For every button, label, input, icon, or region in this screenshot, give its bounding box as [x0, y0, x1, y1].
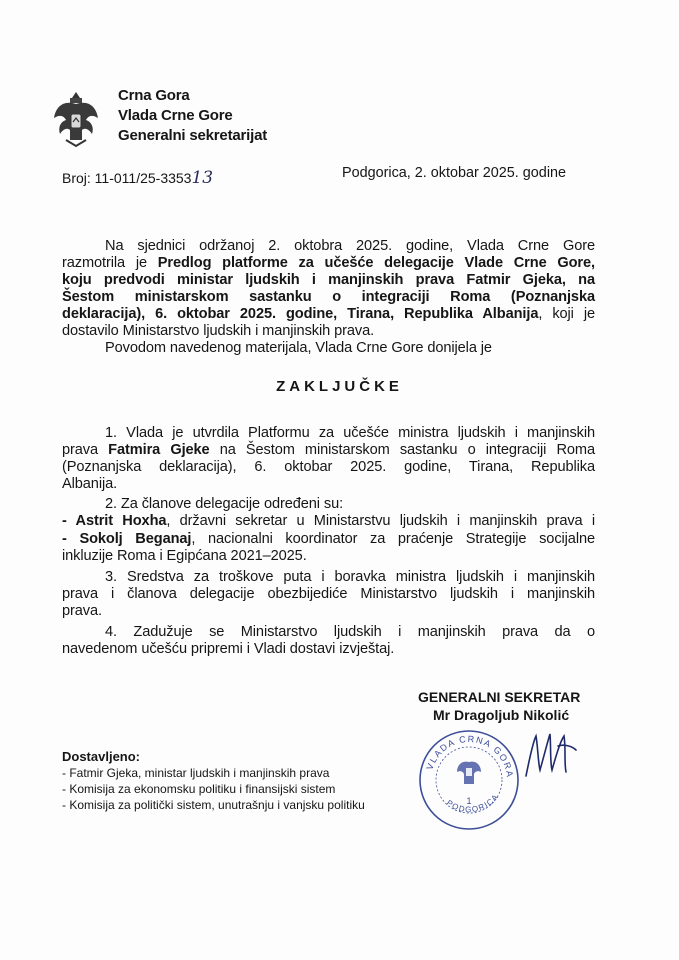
document-heading: ZAKLJUČKE	[276, 378, 403, 395]
handwritten-signature	[520, 726, 580, 786]
stamp-left-text: VLADA	[424, 737, 457, 772]
conclusion-1-line-4: Albanija.	[62, 476, 118, 492]
conclusion-4-line-1: 4. Zadužuje se Ministarstvo ljudskih i manjinskih prava da o	[105, 624, 595, 640]
conclusion-3-line-2: prava i članova delegacije obezbijediće Ministarstvo ljudskih i manjinskih	[62, 586, 595, 602]
conclusion-2-line-2: - Astrit Hoxha, državni sekretar u Ministarstvu ljudskih i manjinskih prava i	[62, 513, 595, 529]
conclusion-1-line-2: prava Fatmira Gjeke na Šestom ministarskom sastanku o integraciji Roma	[62, 442, 595, 458]
header-government: Vlada Crne Gore	[118, 107, 233, 124]
intro-line-6: dostavilo Ministarstvo ljudskih i manjinskih prava.	[62, 323, 375, 339]
intro-line-1: Na sjednici održanoj 2. oktobra 2025. godine, Vlada Crne Gore	[105, 238, 595, 254]
stamp-bottom-text: PODGORICA	[444, 792, 501, 815]
svg-text:PODGORICA	[445, 792, 501, 814]
intro-line-4: Šestom ministarskom sastanku o integraciji Roma (Poznanjska	[62, 289, 595, 305]
intro-line-3: koju predvodi ministar ljudskih i manjinskih prava Fatmir Gjeka, na	[62, 272, 595, 288]
intro-line-2: razmotrila je Predlog platforme za učešće delegacije Vlade Crne Gore,	[62, 255, 595, 271]
distribution-title: Dostavljeno:	[62, 749, 141, 764]
header-country: Crna Gora	[118, 87, 190, 104]
intro-line-5: deklaracija), 6. oktobar 2025. godine, Tirana, Republika Albanija, koji je	[62, 306, 595, 322]
header-office: Generalni sekretarijat	[118, 127, 268, 144]
conclusion-3-line-1: 3. Sredstva za troškove puta i boravka ministra ljudskih i manjinskih	[105, 569, 595, 585]
distribution-item: - Komisija za politički sistem, unutrašnju i vanjsku politiku	[62, 798, 365, 812]
conclusion-2-line-4: inkluzije Roma i Egipćana 2021–2025.	[62, 548, 307, 564]
conclusion-2-line-3: - Sokolj Beganaj, nacionalni koordinator za praćenje Strategije socijalne	[62, 531, 595, 547]
conclusion-3-line-3: prava.	[62, 603, 102, 619]
signatory-title: GENERALNI SEKRETAR	[418, 689, 581, 705]
place-date: Podgorica, 2. oktobar 2025. godine	[342, 165, 567, 181]
stamp-top-text: CRNA GORA	[458, 733, 516, 779]
conclusion-2-line-1: 2. Za članove delegacije određeni su:	[105, 496, 344, 512]
intro-line-7: Povodom navedenog materijala, Vlada Crne Gore donijela je	[105, 340, 492, 356]
handwritten-number: 13	[191, 168, 214, 188]
conclusion-1-line-1: 1. Vlada je utvrdila Platformu za učešće ministra ljudskih i manjinskih	[105, 425, 595, 441]
distribution-item: - Komisija za ekonomsku politiku i finansijski sistem	[62, 782, 336, 796]
coat-of-arms-emblem	[50, 88, 102, 150]
signatory-name: Mr Dragoljub Nikolić	[433, 707, 570, 723]
conclusion-4-line-2: navedenom učešću pripremi i Vladi dostavi izvještaj.	[62, 641, 395, 657]
stamp-number: 1	[466, 796, 472, 806]
document-number: Broj: 11-011/25-335313	[62, 168, 214, 188]
official-stamp	[417, 728, 521, 832]
distribution-item: - Fatmir Gjeka, ministar ljudskih i manjinskih prava	[62, 766, 330, 780]
conclusion-1-line-3: (Poznanjska deklaracija), 6. oktobar 2025. godine, Tirana, Republika	[62, 459, 595, 475]
